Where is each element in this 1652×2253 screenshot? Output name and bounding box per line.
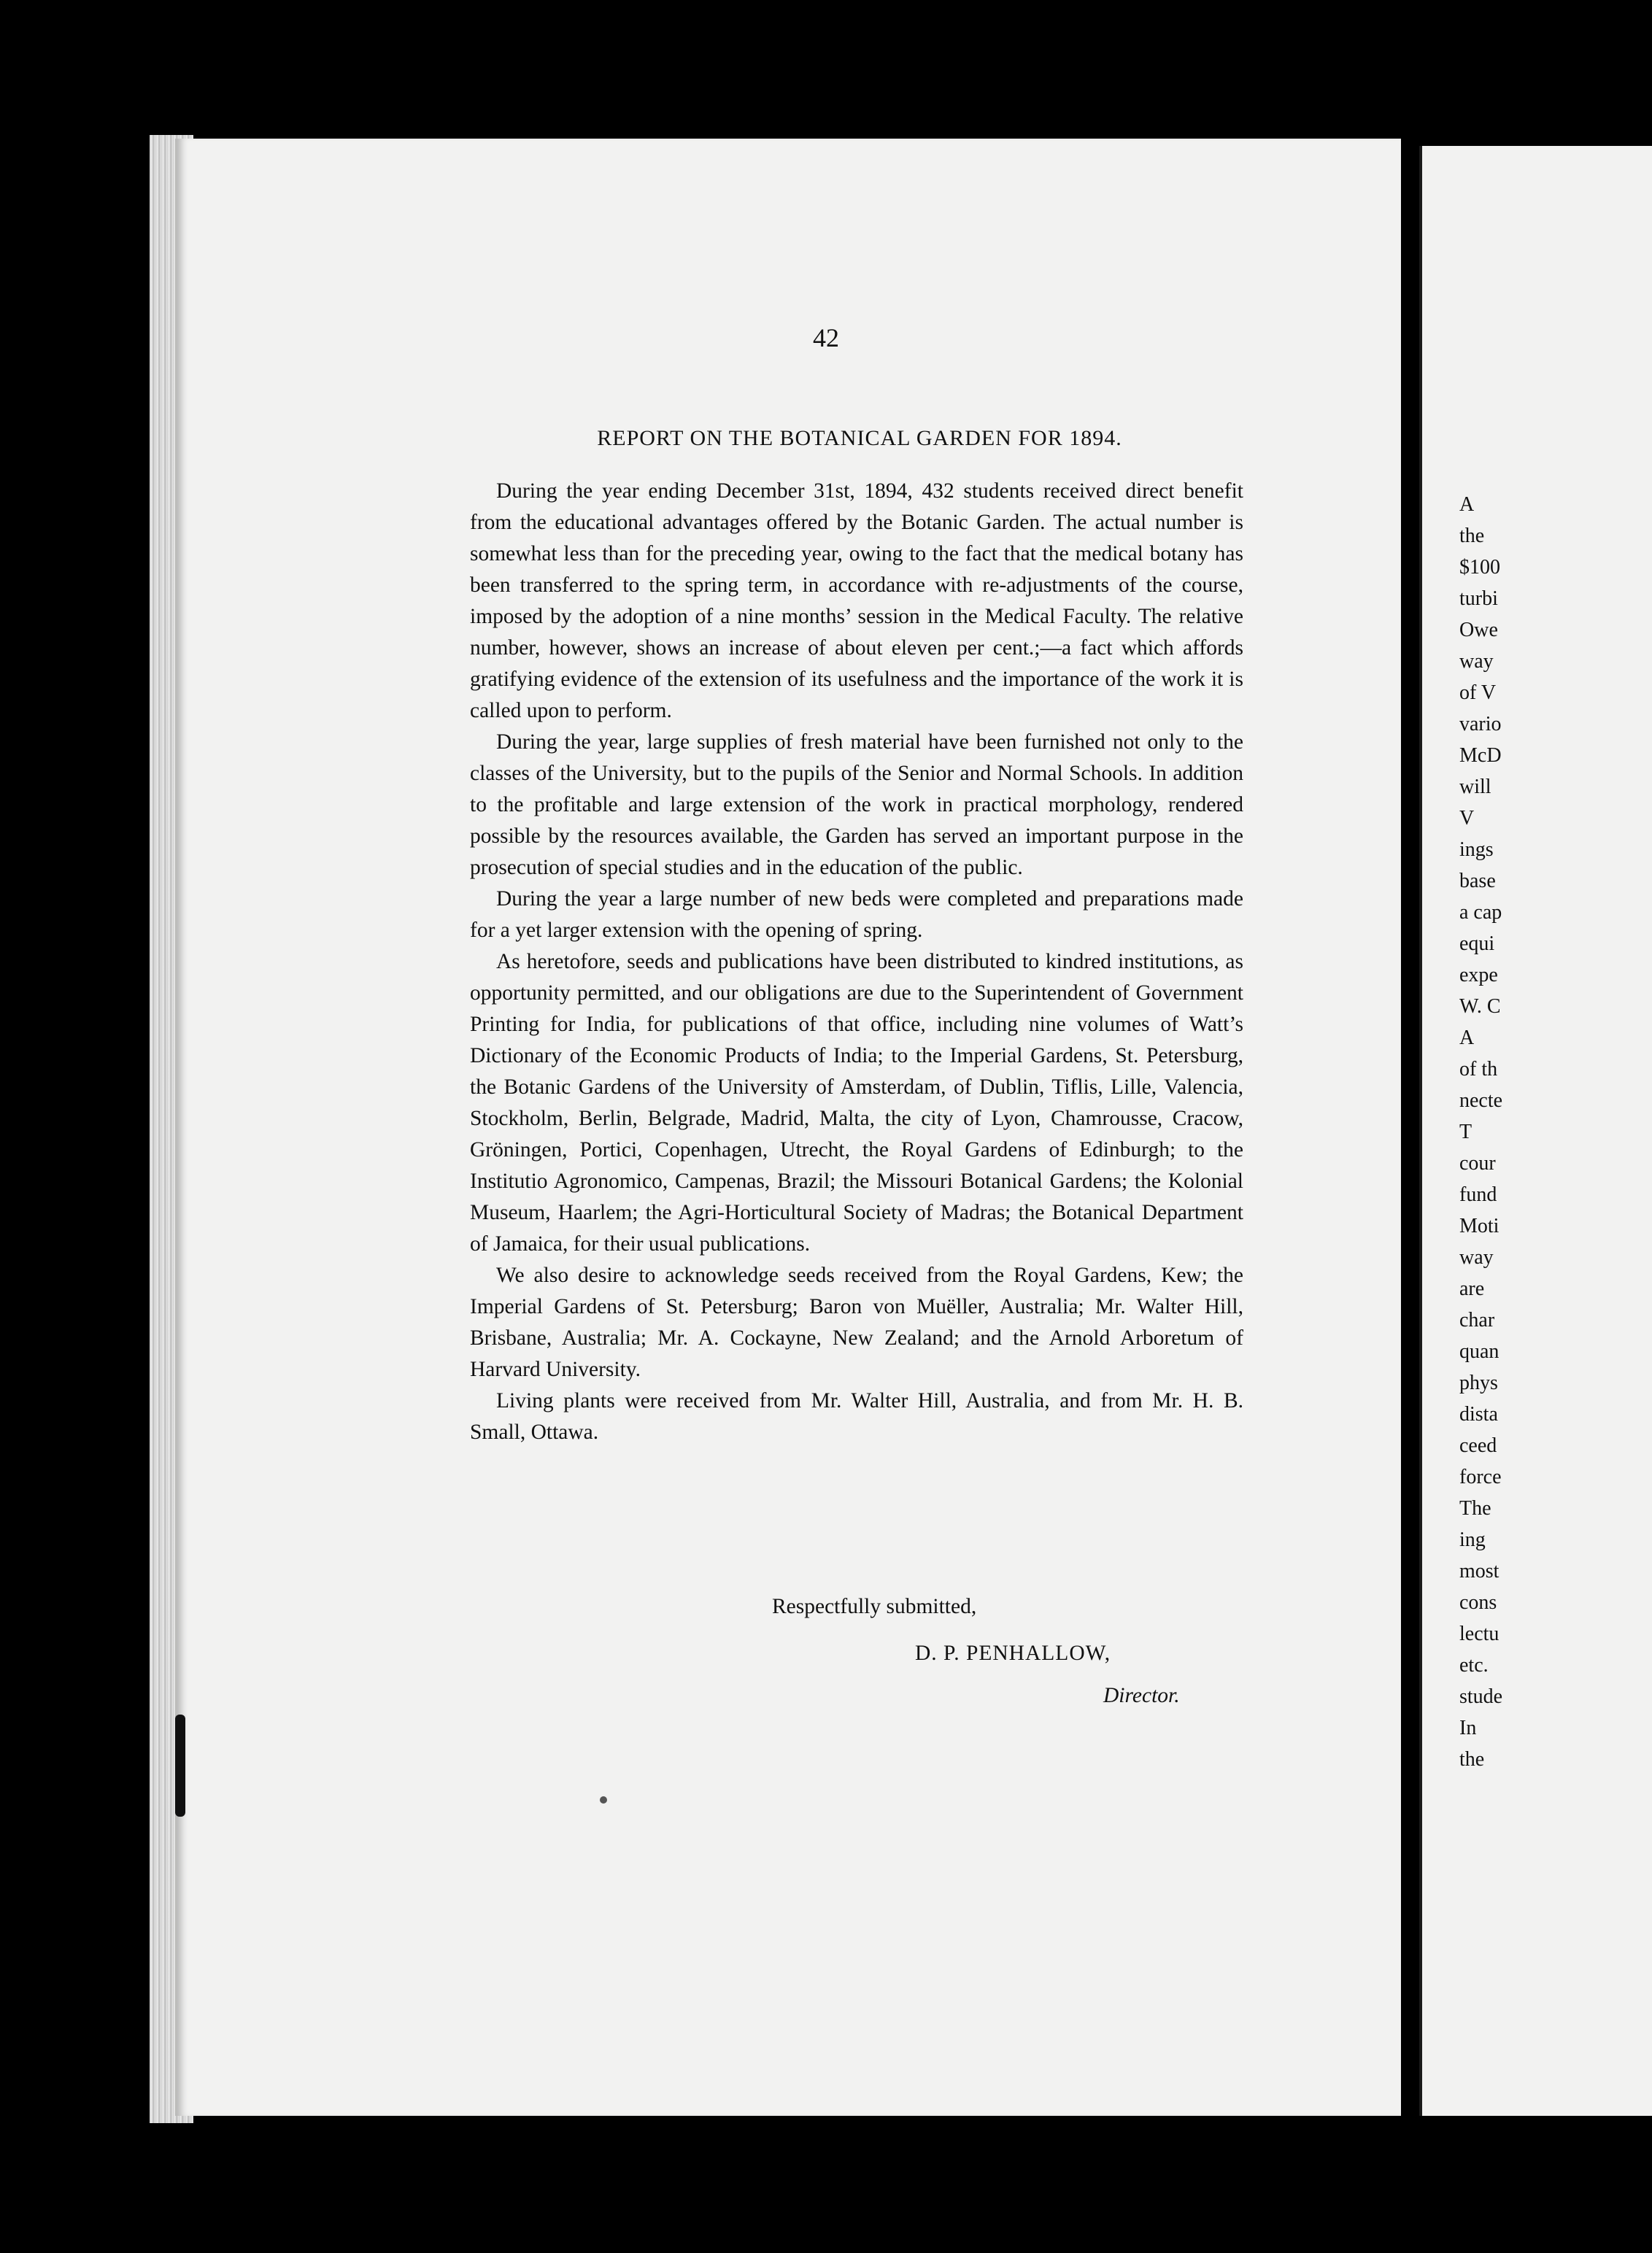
facing-line: way: [1459, 650, 1494, 673]
facing-line: most: [1459, 1560, 1499, 1582]
signature-title: Director.: [1103, 1684, 1180, 1707]
paragraph: Living plants were received from Mr. Walter Hill, Australia, and from Mr. H. B. Small, Ottawa.: [470, 1389, 1243, 1444]
paragraph: We also desire to acknowledge seeds received from the Royal Gardens, Kew; the Imperial Gardens of St. Petersburg; Baron von Muëller, Australia; Mr. Walter Hill, Brisbane, Australia; Mr. A. Cockayne, New Zealand; and the Arnold Arboretum of Harvard University.: [470, 1264, 1243, 1381]
facing-line: etc.: [1459, 1654, 1489, 1677]
facing-line: Owe: [1459, 619, 1498, 641]
ink-smudge: [175, 1715, 185, 1817]
facing-line: fund: [1459, 1183, 1497, 1206]
facing-line: a cap: [1459, 901, 1502, 924]
facing-line: ceed: [1459, 1434, 1497, 1457]
facing-line: expe: [1459, 964, 1498, 986]
facing-line: of th: [1459, 1058, 1498, 1081]
facing-line: cour: [1459, 1152, 1496, 1175]
facing-line: base: [1459, 870, 1496, 892]
facing-line: the: [1459, 1748, 1485, 1771]
facing-page: [1419, 146, 1652, 2116]
facing-line: The: [1459, 1497, 1491, 1520]
facing-line: A: [1459, 1027, 1475, 1049]
closing: Respectfully submitted,: [772, 1595, 977, 1618]
facing-line: V: [1459, 807, 1475, 830]
facing-line: phys: [1459, 1372, 1498, 1394]
facing-page-text: [1459, 489, 1502, 1775]
facing-line: quan: [1459, 1340, 1499, 1363]
facing-line: turbi: [1459, 587, 1498, 610]
facing-line: necte: [1459, 1089, 1503, 1112]
facing-line: cons: [1459, 1591, 1497, 1614]
facing-line: force: [1459, 1466, 1502, 1488]
signature: D. P. PENHALLOW,: [915, 1642, 1111, 1665]
ink-speck: [600, 1796, 607, 1804]
paragraph: During the year, large supplies of fresh material have been furnished not only to the classes of the University, but to the pupils of the Senior and Normal Schools. In addition to the profitable and large extension of the work in practical morphology, rendered possible by the resources available, the Garden has served an important purpose in the prosecution of special studies and in the education of the public.: [470, 730, 1243, 879]
facing-line: are: [1459, 1278, 1485, 1300]
report-title: REPORT ON THE BOTANICAL GARDEN FOR 1894.: [597, 426, 1122, 450]
facing-line: equi: [1459, 932, 1495, 955]
facing-line: char: [1459, 1309, 1495, 1332]
facing-line: will: [1459, 776, 1491, 798]
facing-line: In: [1459, 1717, 1477, 1739]
facing-line: dista: [1459, 1403, 1498, 1426]
facing-line: W. C: [1459, 995, 1501, 1018]
paragraph: As heretofore, seeds and publications have been distributed to kindred institutions, as opportunity permitted, and our obligations are due to the Superintendent of Government Printing for India, for publications of that office, including nine volumes of Watt’s Dictionary of the Economic Products of India; to the Imperial Gardens, St. Petersburg, the Botanic Gardens of the University of Amsterdam, of Dublin, Tiflis, Lille, Valencia, Stockholm, Berlin, Belgrade, Madrid, Malta, the city of Lyon, Chamrousse, Cracow, Gröningen, Portici, Copenhagen, Utrecht, the Royal Gardens of Edinburgh; to the Institutio Agronomico, Campenas, Brazil; the Missouri Botanical Gardens; the Kolonial Museum, Haarlem; the Agri-Horticultural Society of Madras; the Botanical Department of Jamaica, for their usual publications.: [470, 950, 1243, 1256]
paragraph: During the year ending December 31st, 1894, 432 students received direct benefit from the educational advantages offered by the Botanic Garden. The actual number is somewhat less than for the preceding year, owing to the fact that the medical botany has been transferred to the spring term, in accordance with re-adjustments of the course, imposed by the adoption of a nine months’ session in the Medical Faculty. The relative number, however, shows an increase of about eleven per cent.;—a fact which affords gratifying evidence of the extension of its usefulness and the importance of the work it is called upon to perform.: [470, 479, 1243, 722]
facing-line: stude: [1459, 1685, 1503, 1708]
facing-line: Moti: [1459, 1215, 1499, 1237]
facing-line: ing: [1459, 1529, 1486, 1551]
facing-line: A: [1459, 493, 1475, 516]
facing-line: $100: [1459, 556, 1500, 579]
facing-line: T: [1459, 1121, 1472, 1143]
facing-line: ings: [1459, 838, 1494, 861]
facing-line: McD: [1459, 744, 1502, 767]
report-body: [470, 476, 1243, 1448]
facing-line: vario: [1459, 713, 1502, 735]
page-number: 42: [813, 323, 839, 352]
facing-line: the: [1459, 525, 1485, 547]
facing-line: way: [1459, 1246, 1494, 1269]
paragraph: During the year a large number of new beds were completed and preparations made for a yet larger extension with the opening of spring.: [470, 887, 1243, 942]
facing-line: lectu: [1459, 1623, 1499, 1645]
facing-line: of V: [1459, 681, 1497, 704]
